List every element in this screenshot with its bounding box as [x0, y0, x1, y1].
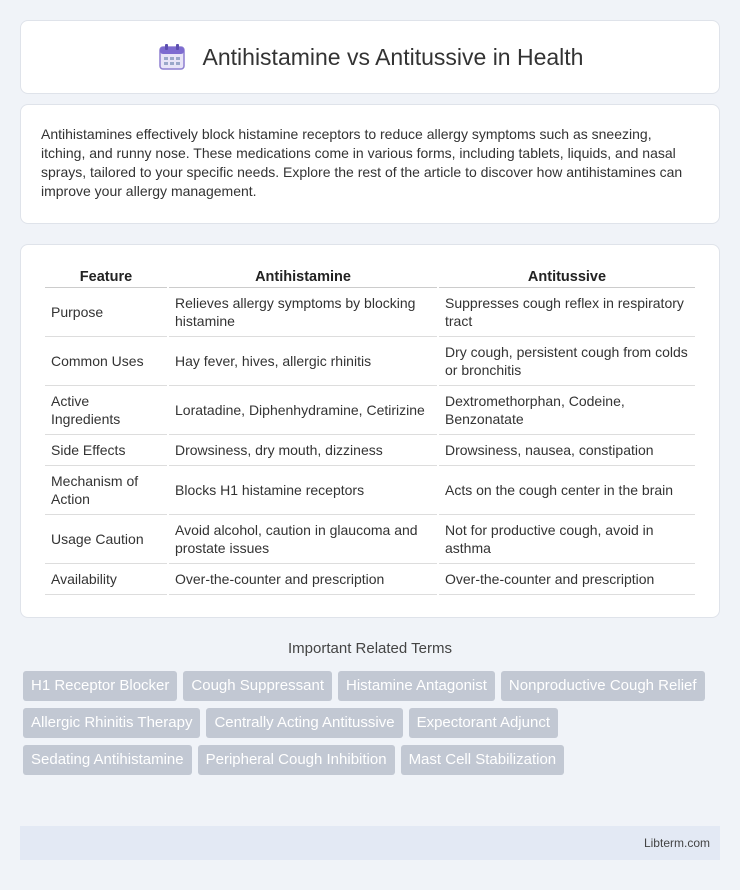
antihistamine-cell: Drowsiness, dry mouth, dizziness	[169, 435, 437, 466]
footer	[20, 826, 720, 860]
term-tag[interactable]: Allergic Rhinitis Therapy	[23, 708, 200, 738]
term-tag[interactable]: Histamine Antagonist	[338, 671, 495, 701]
table-row	[45, 435, 695, 466]
antihistamine-cell: Blocks H1 histamine receptors	[169, 466, 437, 515]
antitussive-cell: Over-the-counter and prescription	[439, 564, 695, 595]
antitussive-cell: Dry cough, persistent cough from colds or bronchitis	[439, 337, 695, 386]
feature-cell: Side Effects	[45, 435, 167, 466]
feature-cell: Common Uses	[45, 337, 167, 386]
antitussive-cell: Not for productive cough, avoid in asthma	[439, 515, 695, 564]
antihistamine-cell: Hay fever, hives, allergic rhinitis	[169, 337, 437, 386]
term-tag[interactable]: Expectorant Adjunct	[409, 708, 558, 738]
term-tag[interactable]: Sedating Antihistamine	[23, 745, 192, 775]
column-header-antihistamine: Antihistamine	[169, 267, 437, 288]
antitussive-cell: Drowsiness, nausea, constipation	[439, 435, 695, 466]
table-row	[45, 288, 695, 337]
antitussive-cell: Acts on the cough center in the brain	[439, 466, 695, 515]
calendar-icon	[157, 42, 187, 72]
antihistamine-cell: Avoid alcohol, caution in glaucoma and prostate issues	[169, 515, 437, 564]
term-tag[interactable]: Cough Suppressant	[183, 671, 332, 701]
related-terms-title: Important Related Terms	[288, 640, 452, 657]
table-row	[45, 515, 695, 564]
antihistamine-cell: Relieves allergy symptoms by blocking histamine	[169, 288, 437, 337]
feature-cell: Usage Caution	[45, 515, 167, 564]
header	[157, 42, 584, 72]
term-tag[interactable]: Peripheral Cough Inhibition	[198, 745, 395, 775]
term-tag[interactable]: H1 Receptor Blocker	[23, 671, 177, 701]
table-row	[45, 466, 695, 515]
table-header-row	[45, 267, 695, 288]
antitussive-cell: Suppresses cough reflex in respiratory tract	[439, 288, 695, 337]
table-row	[45, 386, 695, 435]
column-header-antitussive: Antitussive	[439, 267, 695, 288]
feature-cell: Active Ingredients	[45, 386, 167, 435]
term-tag[interactable]: Centrally Acting Antitussive	[206, 708, 402, 738]
table-row	[45, 564, 695, 595]
antitussive-cell: Dextromethorphan, Codeine, Benzonatate	[439, 386, 695, 435]
term-tag[interactable]: Mast Cell Stabilization	[401, 745, 565, 775]
term-tag[interactable]: Nonproductive Cough Relief	[501, 671, 705, 701]
header-card	[20, 20, 720, 94]
column-header-feature: Feature	[45, 267, 167, 288]
intro-card	[20, 104, 720, 224]
comparison-table	[43, 267, 697, 595]
antihistamine-cell: Over-the-counter and prescription	[169, 564, 437, 595]
footer-site-link[interactable]: Libterm.com	[643, 836, 710, 850]
feature-cell: Availability	[45, 564, 167, 595]
related-terms-list	[23, 671, 723, 775]
feature-cell: Purpose	[45, 288, 167, 337]
table-row	[45, 337, 695, 386]
comparison-card	[20, 244, 720, 618]
feature-cell: Mechanism of Action	[45, 466, 167, 515]
intro-text: Antihistamines effectively block histamine receptors to reduce allergy symptoms such as sneezing, itching, and runny nose. These medications come in various forms, including tablets, liquids, and nasal sprays, tailored to your specific needs. Explore the rest of the article to discover how antihistamines can improve your allergy management.	[41, 126, 683, 199]
page-title: Antihistamine vs Antitussive in Health	[202, 43, 584, 70]
antihistamine-cell: Loratadine, Diphenhydramine, Cetirizine	[169, 386, 437, 435]
